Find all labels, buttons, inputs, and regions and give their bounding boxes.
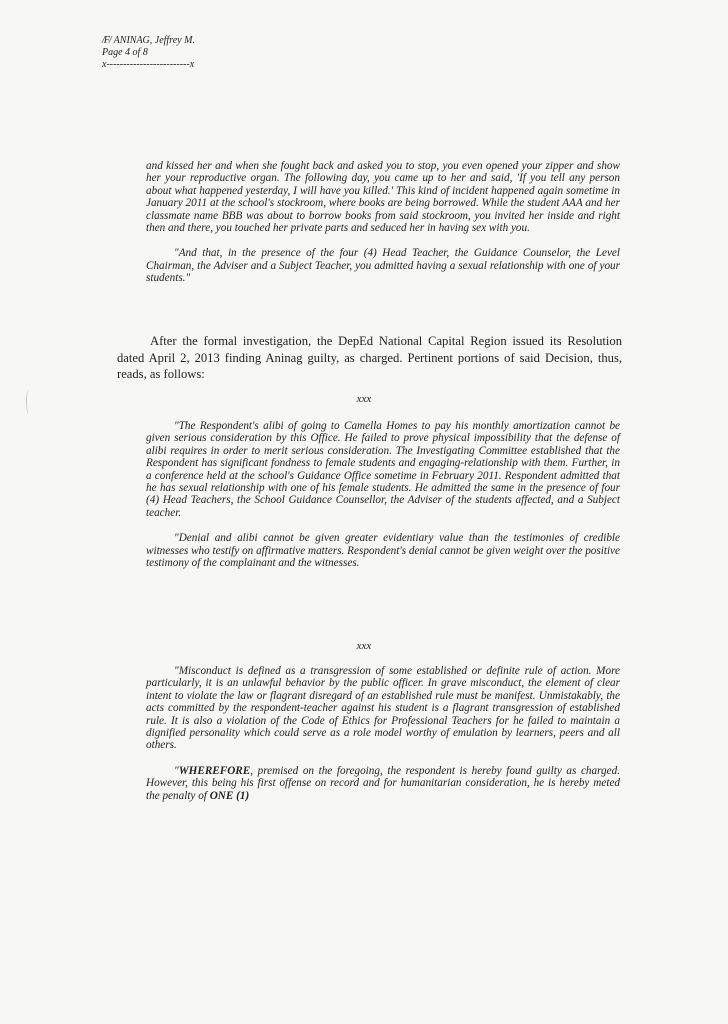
quote-paragraph: "Denial and alibi cannot be given greater evidentiary value than the testimonies of credible witnesses who testify on affirmative matters. Respondent's denial cannot be given weight over the positive testimony of the complainant and the witnesses. — [146, 532, 620, 570]
page-header — [102, 35, 195, 71]
penalty-bold: ONE (1) — [209, 789, 250, 802]
separator-xxx: xxx — [356, 393, 372, 405]
narrative-block — [117, 333, 622, 383]
scan-margin-mark — [26, 390, 31, 414]
quote-block-3 — [146, 665, 620, 802]
wherefore-text: , premised on the foregoing, the respondent is hereby found guilty as charged. However, this being his first offense on record and for humanitarian consideration, he is hereby meted the penalty of — [146, 764, 620, 802]
separator-xxx: xxx — [356, 640, 372, 652]
open-quote: " — [174, 764, 179, 777]
quote-block-2 — [146, 420, 620, 569]
quote-paragraph-wherefore — [146, 765, 620, 802]
initials-mark-icon: /F/ — [102, 35, 111, 46]
quote-paragraph: "The Respondent's alibi of going to Camella Homes to pay his monthly amortization cannot be given serious consideration by this Office. He failed to prove physical impossibility that the defense of alibi requires in order to merit serious consideration. The Investigating Committee established that the Respondent has significant fondness to female students and engaging-relationship with them. Further, in a conference held at the school's Guidance Office sometime in February 2011. Respondent admitted that he has sexual relationship with one of his female students. He admitted the same in the presence of four (4) Head Teachers, the School Guidance Counsellor, the Adviser of the students affected, and a Subject teacher. — [146, 420, 620, 519]
case-name: ANINAG, Jeffrey M. — [113, 35, 195, 46]
quote-paragraph: "Misconduct is defined as a transgression of some established or definite rule of action. More particularly, it is an unlawful behavior by the public officer. In grave misconduct, the element of clear intent to violate the law or flagrant disregard of an established rule must be manifest. Unmistakably, the acts committed by the respondent-teacher against his student is a flagrant transgression of established rule. It is also a violation of the Code of Ethics for Professional Teachers for he failed to maintain a dignified personality which could serve as a role model worthy of emulation by learners, peers and all others. — [146, 665, 620, 752]
wherefore-bold: WHEREFORE — [178, 764, 251, 777]
quote-block-1 — [146, 160, 620, 285]
page-number: Page 4 of 8 — [102, 47, 148, 58]
quote-paragraph: and kissed her and when she fought back and asked you to stop, you even opened your zipper and show her your reproductive organ. The following day, you came up to her and said, 'If you tell any person about what happened yesterday, I will have you killed.' This kind of incident happened again sometime in January 2011 at the school's stockroom, where books are being borrowed. While the student AAA and her classmate name BBB was about to borrow books from said stockroom, you invited her inside and right then and there, you touched her private parts and seduced her in having sex with you. — [146, 160, 620, 235]
case-caption — [102, 35, 195, 47]
quote-paragraph: "And that, in the presence of the four (4) Head Teacher, the Guidance Counselor, the Level Chairman, the Adviser and a Subject Teacher, you admitted having a sexual relationship with one of your students." — [146, 247, 620, 285]
body-paragraph: After the formal investigation, the DepEd National Capital Region issued its Resolution dated April 2, 2013 finding Aninag guilty, as charged. Pertinent portions of said Decision, thus, reads, as follows: — [117, 334, 622, 381]
header-rule: x-------------------------x — [102, 59, 195, 70]
